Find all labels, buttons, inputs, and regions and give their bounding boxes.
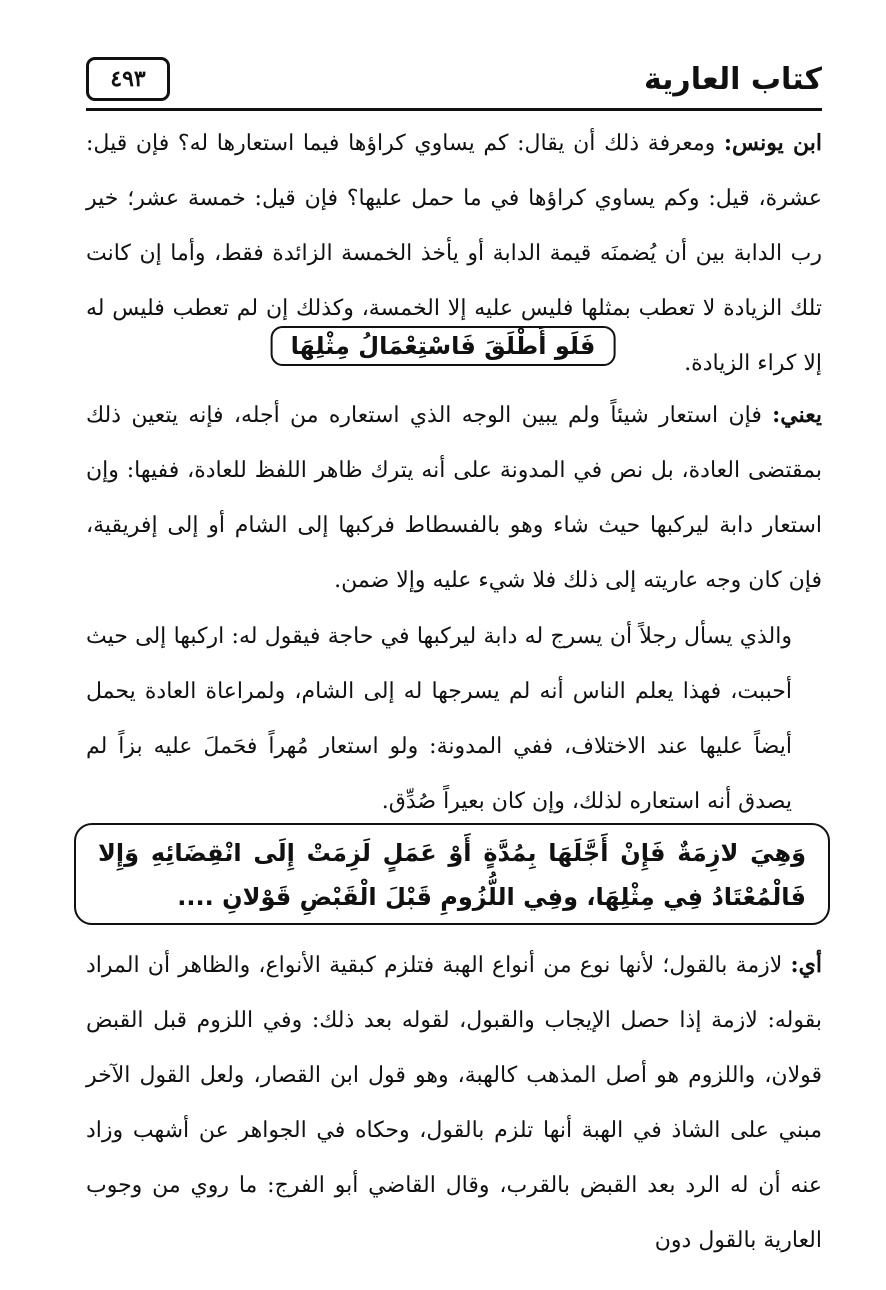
- paragraph-4-lead: أي:: [790, 952, 822, 978]
- paragraph-2: [86, 388, 822, 608]
- paragraph-3-text: والذي يسأل رجلاً أن يسرج له دابة ليركبها في حاجة فيقول له: اركبها إلى حيث أحببت، فهذا يعلم الناس أنه لم يسرجها له إلى الشام، ولمراعاة العادة يحمل أيضاً عليها عند الاختلاف، ففي المدونة: ولو استعار مُهراً فحَملَ عليه بزاً لم يصدق أنه استعاره لذلك، وإن كان بعيراً صُدِّق.: [86, 624, 792, 814]
- paragraph-4-text: لازمة بالقول؛ لأنها نوع من أنواع الهبة فتلزم كبقية الأنواع، والظاهر أن المراد بقوله: لازمة إذا حصل الإيجاب والقبول، لقوله بعد ذلك: وفي اللزوم قبل القبض قولان، واللزوم هو أصل المذهب كالهبة، وهو قول ابن القصار، ولعل القول الآخر مبني على الشاذ في الهبة أنها تلزم بالقول، وحكاه في الجواهر عن أشهب وزاد عنه أن له الرد بعد القبض بالقرب، وقال القاضي أبو الفرج: ما روي من وجوب العارية بالقول دون: [86, 953, 822, 1253]
- book-title: كتاب العارية: [643, 61, 822, 97]
- paragraph-4: [86, 938, 822, 1268]
- page-header: [86, 52, 822, 106]
- paragraph-3: [86, 609, 822, 829]
- page-number: ٤٩٣: [86, 57, 170, 101]
- matn-box-1: فَلَو أَطْلَقَ فَاسْتِعْمَالُ مِثْلِهَا: [271, 326, 616, 366]
- matn-box-2: وَهِيَ لازِمَةٌ فَإِنْ أَجَّلَهَا بِمُدَّةٍ أَوْ عَمَلٍ لَزِمَتْ إِلَى انْقِضَائِهِ وَإِلا فَالْمُعْتَادُ فِي مِثْلِهَا، وفِي اللُّزُومِ قَبْلَ الْقَبْضِ قَوْلانِ ....: [74, 823, 830, 925]
- paragraph-2-lead: يعني:: [772, 402, 822, 428]
- header-rule: [86, 108, 822, 111]
- paragraph-1-text: ومعرفة ذلك أن يقال: كم يساوي كراؤها فيما استعارها له؟ فإن قيل: عشرة، قيل: وكم يساوي كراؤها في ما حمل عليها؟ فإن قيل: خمسة عشر؛ خير رب الدابة بين أن يُضمنَه قيمة الدابة أو يأخذ الخمسة الزائدة فقط، وأما إن كانت تلك الزيادة لا تعطب بمثلها فليس عليه إلا الخمسة، وكذلك إن لم تعطب فليس له إلا كراء الزيادة.: [86, 131, 822, 376]
- paragraph-1-lead: ابن يونس:: [723, 130, 822, 156]
- paragraph-2-text: فإن استعار شيئاً ولم يبين الوجه الذي استعاره من أجله، فإنه يتعين ذلك بمقتضى العادة، بل نص في المدونة على أنه يترك ظاهر اللفظ للعادة، ففيها: وإن استعار دابة ليركبها حيث شاء وهو بالفسطاط فركبها إلى الشام أو إلى إفريقية، فإن كان وجه عاريته إلى ذلك فلا شيء عليه وإلا ضمن.: [86, 403, 822, 593]
